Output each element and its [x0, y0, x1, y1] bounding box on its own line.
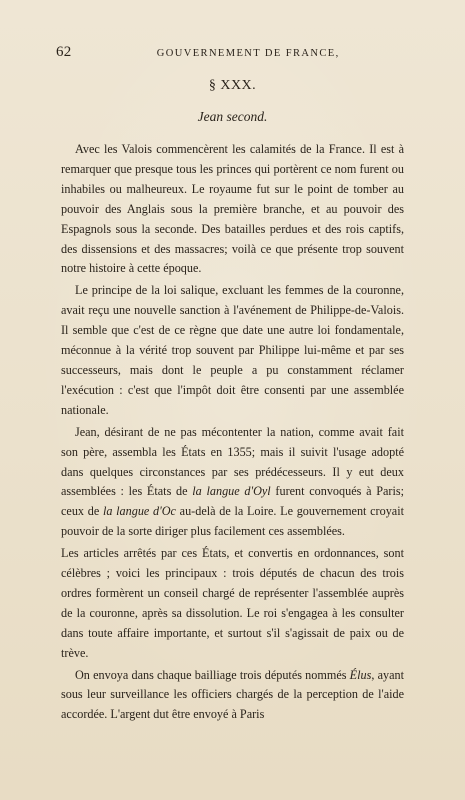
- paragraph: [61, 666, 404, 726]
- paragraph-text: Les articles arrêtés par ces États, et convertis en ordonnances, sont célèbres ; voici les principaux : trois députés de chacun des trois ordres formèrent un conseil chargé de représenter l'assemblée auprès de la couronne, après sa dissolution. Le roi s'engagea à les consulter dans toute affaire importante, et surtout s'il s'agissait de paix ou de trève.: [61, 546, 404, 660]
- paragraph: [61, 281, 404, 420]
- body-text: [61, 140, 404, 727]
- italic-term: la langue d'Oyl: [192, 484, 271, 499]
- paragraph-text: furent convoqués à Paris; ceux de: [61, 484, 404, 519]
- italic-term: la langue d'Oc: [102, 504, 176, 519]
- running-title: GOUVERNEMENT DE FRANCE,: [156, 48, 340, 59]
- paragraph-text: On envoya dans chaque bailliage trois députés nommés: [75, 667, 350, 682]
- section-number: § XXX.: [208, 78, 257, 93]
- paragraph: [61, 423, 404, 542]
- section-title: Jean second.: [197, 109, 268, 124]
- paragraph-text: au-delà de la Loire. Le gouvernement croyait pouvoir de la sorte diriger plus facilement ces assemblées.: [61, 504, 404, 539]
- running-header: [56, 44, 425, 62]
- paragraph: [61, 544, 404, 663]
- paragraph-text: Avec les Valois commencèrent les calamités de la France. Il est à remarquer que presque tous les princes qui portèrent ce nom furent ou inhabiles ou malheureux. Le royaume fut sur le point de tomber au pouvoir des Anglais sous la première branche, et au pouvoir des Espagnols sous la seconde. Des batailles perdues et des rois captifs, des dissensions et des massacres; voilà ce que présente trop souvent notre histoire à cette époque.: [61, 142, 404, 276]
- paragraph: [61, 140, 404, 279]
- paragraph-text: , ayant sous leur surveillance les officiers chargés de la perception de l'aide accordée. L'argent dut être envoyé à Paris: [61, 667, 404, 722]
- italic-term: Élus: [349, 667, 372, 682]
- paragraph-text: Le principe de la loi salique, excluant les femmes de la couronne, avait reçu une nouvelle sanction à l'avénement de Philippe-de-Valois. Il semble que c'est de ce règne que date une autre loi fondamentale, méconnue à la vérité trop souvent par Philippe lui-même et par ses successeurs, mais dont le peuple a pu constamment réclamer l'exécution : c'est que l'impôt doit être consenti par une assemblée nationale.: [61, 283, 404, 417]
- page-number: 62: [56, 44, 72, 60]
- paragraph-text: Jean, désirant de ne pas mécontenter la nation, comme avait fait son père, assembla les États en 1355; mais il suivit l'usage adopté dans quelques circonstances par ses prédécesseurs. Il y eut deux assemblées : les États de: [61, 424, 404, 499]
